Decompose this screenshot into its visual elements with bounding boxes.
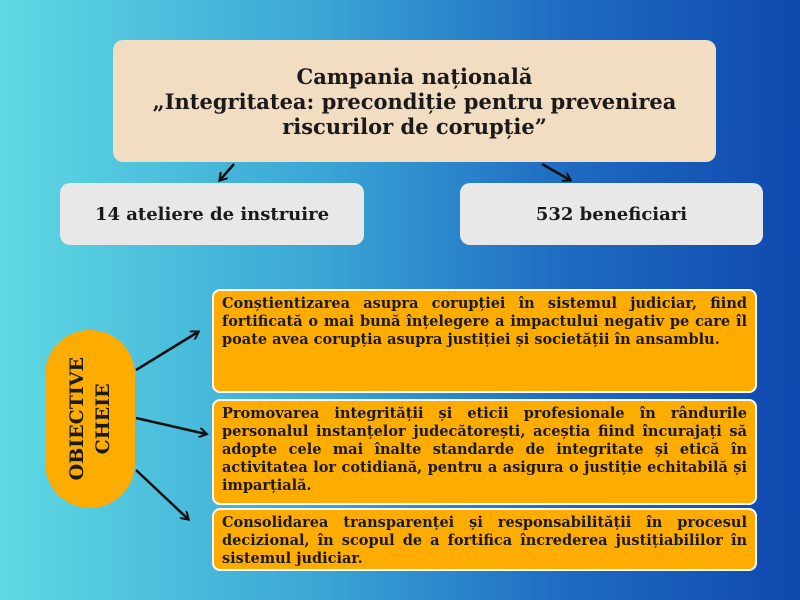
- objective-box-3: [212, 508, 757, 571]
- arrow-to-objective-2: [136, 418, 206, 434]
- objective-text-1: Conștientizarea asupra corupției în sistemul judiciar, fiind fortificată o mai bună înțelegere a impactului negativ pe care îl poate avea corupția asupra justiției și societății în ansamblu.: [222, 295, 747, 348]
- beneficiaries-box: [460, 183, 763, 245]
- arrow-to-beneficiaries: [542, 164, 570, 180]
- campaign-title-line3: riscurilor de corupție”: [282, 113, 547, 139]
- workshops-label: 14 ateliere de instruire: [94, 203, 330, 225]
- campaign-title-line1: Campania națională: [296, 63, 533, 89]
- objective-box-1: [212, 289, 757, 393]
- objective-text-3: Consolidarea transparenței și responsabilității în procesul decizional, în scopul de a fortifica încrederea justițiabililor în sistemul judiciar.: [222, 514, 747, 567]
- key-objectives-line1: OBIECTIVE: [66, 357, 88, 481]
- campaign-title-box: [113, 40, 716, 162]
- campaign-title-line2: „Integritatea: precondiție pentru prevenirea: [152, 88, 677, 114]
- objective-box-2: [212, 399, 757, 505]
- key-objectives-label: [64, 357, 116, 480]
- objective-text-2: Promovarea integrității și eticii profesionale în rândurile personalul instanțelor judecătorești, aceștia fiind încurajați să adopte cele mai înalte standarde de integritate și etică în activitatea lor cotidiană, pentru a asigura o justiție echitabilă și imparțială.: [222, 405, 747, 494]
- workshops-box: [60, 183, 364, 245]
- key-objectives-pill: [45, 330, 135, 508]
- beneficiaries-label: 532 beneficiari: [535, 203, 688, 225]
- arrow-to-objective-1: [136, 332, 198, 370]
- arrow-to-objective-3: [136, 470, 188, 519]
- arrow-to-workshops: [220, 164, 234, 180]
- key-objectives-line2: CHEIE: [92, 383, 114, 455]
